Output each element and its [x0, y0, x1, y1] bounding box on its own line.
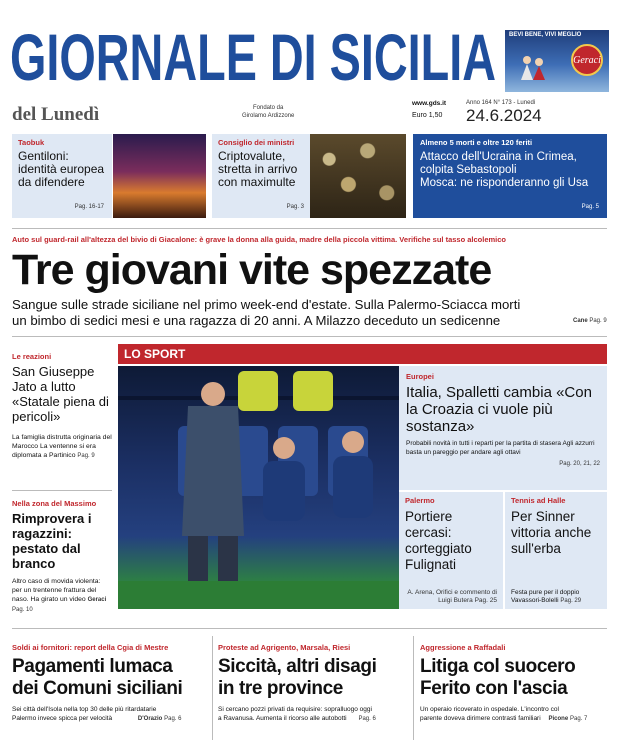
teaser-photo-concert[interactable]: [113, 134, 206, 218]
ad-tagline: BEVI BENE, VIVI MEGLIO: [509, 32, 582, 38]
main-kicker: Auto sul guard-rail all'altezza del bivio di Giacalone: è grave la donna alla guida, madre della piccola vittima. Verifiche sul tasso alcolemico: [12, 235, 507, 244]
sport-section-bar: [118, 344, 607, 364]
advertisement[interactable]: [505, 30, 609, 92]
teaser-headline: Attacco dell'Ucraina in Crimea, colpita Sebastopoli: [420, 151, 577, 176]
issue-number: Anno 164 N° 173 - Lunedì: [466, 100, 536, 106]
palermo-headline: Portiere cercasi: corteggiato Fulignati: [405, 509, 472, 572]
teaser-headline-2: Mosca: ne risponderanno gli Usa: [420, 177, 589, 189]
main-page-ref: Cane Pag. 9: [573, 318, 607, 324]
masthead-logo[interactable]: [10, 22, 498, 92]
main-subheadline-1: Sangue sulle strade siciliane nel primo week-end d'estate. Sulla Palermo-Sciacca morti: [12, 297, 521, 312]
sport-story-page: Pag. 20, 21, 22: [559, 461, 600, 467]
bottom-story-raffadali[interactable]: [420, 643, 610, 723]
tennis-body: Festa pure per il doppio Vavassori-Bolelli Pag. 29: [511, 589, 582, 604]
tennis-headline: Per Sinner vittoria anche sull'erba: [511, 509, 592, 556]
teaser-page: Pag. 3: [286, 204, 304, 210]
sport-photo-bench[interactable]: [118, 366, 399, 609]
issue-date: 24.6.2024: [466, 106, 542, 125]
teaser-photo-coins[interactable]: [310, 134, 406, 218]
main-headline[interactable]: Tre giovani vite spezzate: [12, 246, 492, 294]
bottom-headline-1: Siccità, altri disagi: [218, 656, 377, 677]
teaser-category: Taobuk: [18, 138, 45, 147]
left-story-1-headline[interactable]: San Giuseppe Jato a lutto «Statale piena di pericoli»: [12, 364, 109, 424]
main-subheadline-2: un bimbo di sedici mesi e una ragazza di 20 anni. A Milazzo deceduto un sedicenne: [12, 313, 501, 328]
teaser-taobuk[interactable]: [12, 134, 112, 218]
edition-label: del Lunedì: [12, 104, 100, 125]
bottom-body-2: a Ravanusa. Aumenta il ricorso alle autobotti Pag. 6: [218, 714, 376, 722]
website-link[interactable]: www.gds.it: [412, 100, 447, 107]
bottom-headline-1: Litiga col suocero: [420, 656, 576, 677]
bottom-story-siccita[interactable]: [218, 643, 408, 723]
tennis-category: Tennis ad Halle: [511, 496, 566, 505]
teaser-headline: Criptovalute, stretta in arrivo con maximulte: [218, 149, 298, 189]
teaser-category: Almeno 5 morti e oltre 120 feriti: [420, 138, 533, 147]
teaser-crimea[interactable]: [413, 134, 607, 218]
teaser-headline: Gentiloni: identità europea da difendere: [18, 149, 105, 189]
sport-story-palermo[interactable]: [399, 492, 503, 609]
bottom-headline-2: in tre province: [218, 678, 343, 699]
bottom-story-pagamenti[interactable]: [12, 643, 208, 723]
bottom-body-1: Un operaio ricoverato in ospedale. L'incontro col: [420, 706, 559, 713]
bottom-headline-2: Ferito con l'ascia: [420, 678, 568, 699]
left-story-2-headline[interactable]: Rimprovera i ragazzini: pestato dal branco: [12, 511, 92, 571]
bottom-headline-2: dei Comuni siciliani: [12, 678, 183, 699]
sport-story-body: Probabili novità in tutti i reparti per la partita di stasera Agli azzurri basta un pareggio per andare agli ottavi: [406, 440, 595, 456]
bench-scene-icon: [118, 366, 399, 609]
teaser-page: Pag. 16-17: [74, 204, 104, 210]
ad-photo-icon: [517, 52, 547, 82]
price: Euro 1,50: [412, 112, 443, 119]
palermo-authors: A. Arena, Orifici e commento di Luigi Butera Pag. 25: [407, 589, 497, 604]
left-story-1-body: La famiglia distrutta originaria del Marocco La ventenne si era diplomata a Partinico Pag. 9: [12, 434, 112, 459]
teaser-category: Consiglio dei ministri: [218, 138, 295, 147]
teaser-criptovalute[interactable]: [212, 134, 310, 218]
palermo-category: Palermo: [405, 496, 435, 505]
sport-story-category: Europei: [406, 372, 434, 381]
sport-story-tennis[interactable]: [505, 492, 607, 609]
bottom-body-1: Si cercano pozzi privati da requisire: sopralluogo oggi: [218, 706, 372, 713]
bottom-category: Proteste ad Agrigento, Marsala, Riesi: [218, 643, 351, 652]
bottom-headline-1: Pagamenti lumaca: [12, 656, 173, 677]
left-story-1-category: Le reazioni: [12, 352, 52, 361]
sport-story-headline: Italia, Spalletti cambia «Con la Croazia ci vuole più sostanza»: [406, 384, 592, 435]
bottom-body-2: parente doveva dirimere contrasti familiari Picone Pag. 7: [420, 714, 588, 722]
sport-story-main[interactable]: [399, 366, 607, 490]
left-story-2-category: Nella zona del Massimo: [12, 499, 97, 508]
bottom-category: Soldi ai fornitori: report della Cgia di Mestre: [12, 643, 169, 652]
ad-brand-logo: Geraci: [571, 44, 603, 76]
founded-note: Fondato da Girolamo Ardizzone: [242, 105, 295, 119]
left-story-2-body: Altro caso di movida violenta: per un trentenne frattura del naso. Ha girato un video Geraci Pag. 10: [12, 578, 107, 613]
bottom-category: Aggressione a Raffadali: [420, 643, 506, 652]
masthead-title: GIORNALE DI SICILIA: [10, 22, 496, 92]
bottom-body-1: Sei città dell'Isola nella top 30 delle più ritardatarie: [12, 706, 157, 713]
sport-section-label[interactable]: LO SPORT: [124, 347, 186, 361]
bottom-body-2: Palermo invece spicca per velocità D'Orazio Pag. 6: [12, 714, 182, 722]
teaser-page: Pag. 5: [581, 204, 599, 210]
